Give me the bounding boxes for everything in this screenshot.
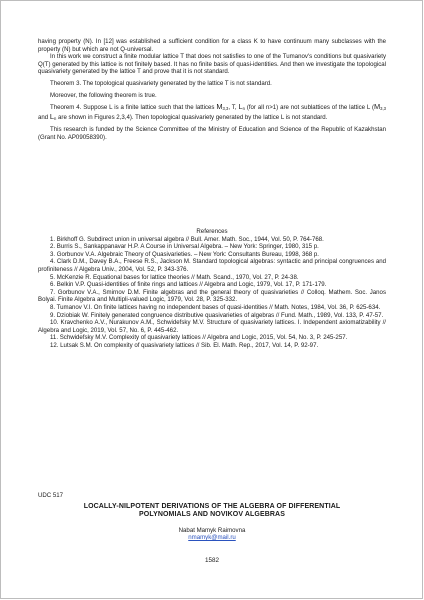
theorem-3: Theorem 3. The topological quasivariety generated by the lattice T is not standard. — [50, 79, 272, 87]
page-number: 1582 — [204, 557, 219, 564]
references-heading: References — [196, 228, 228, 235]
reference-item: 3. Gorbunov V.A. Algebraic Theory of Quasivarieties. – New York: Consultants Bureau, 1998, 368 p. — [50, 250, 319, 258]
intro-paragraph-2: In this work we construct a finite modular lattice T that does not satisfies to one of the Tumanov's conditions but quasivariety Q(T) generated by this lattice is not finitely based. It has no finite basis of quasi-identities. And then we investigate the topological quasivariety generated by the lattice T and prove that it is not standard. — [38, 53, 386, 76]
article-title-line-2: POLYNOMIALS AND NOVIKOV ALGEBRAS — [139, 511, 285, 519]
udc-code: UDC 517 — [38, 492, 64, 499]
reference-item: 7. Gorbunov V.A., Smirnov D.M. Finite algebras and the general theory of quasivarieties // Colloq. Mathem. Soc. Janos Bolyai. Finite Algebra and Multipli-valued Logic, 1979, Vol. 28, P. 325-332. — [38, 288, 386, 304]
reference-item: 6. Belkin V.P. Quasi-identities of finite rings and lattices // Algebra and Logic, 1979, Vol. 17, P. 171-179. — [50, 281, 327, 289]
reference-item: 10. Kravchenko A.V., Nurakunov A.M., Schwidefsky M.V. Structure of quasivariety lattices. I. Independent axiomatizability // Algebra and Logic, 2019, Vol. 57, No. 6, P. 445-462. — [38, 319, 386, 334]
reference-item: 4. Clark D.M., Davey B.A., Freese R.S., Jackson M. Standard topological algebras: syntactic and principal congruences and profiniteness // Algebra Univ., 2004, Vol. 52, P. 343-376. — [38, 258, 386, 273]
article-title — [38, 503, 386, 520]
moreover-sentence: Moreover, the following theorem is true. — [50, 91, 157, 99]
theorem-4: Theorem 4. Suppose L is a finite lattice such that the lattices $M_{3,3}$, T, $L_n$ (for all n>1) are not sublattices of the lattice L ($M_{3,3}$ and $L_n$ are shown in Figures 2,3,4). Then topological quasivariety generated by the lattice L is not standard. — [38, 102, 386, 121]
reference-item: 1. Birkhoff G. Subdirect union in universal algebra // Bull. Amer. Math. Soc., 1944, Vol. 50, P. 764-768. — [50, 235, 324, 243]
article-title-line-1: LOCALLY-NILPOTENT DERIVATIONS OF THE ALGEBRA OF DIFFERENTIAL — [83, 502, 341, 510]
body-text — [38, 38, 386, 142]
reference-item: 9. Dziobiak W. Finitely generated congruence distributive quasivarieties of algebras // Fund. Math., 1989, Vol. 133, P. 47-57. — [50, 311, 384, 319]
author-email-link[interactable]: nmamyk@mail.ru — [188, 534, 236, 542]
reference-item: 11. Schwidefsky M.V. Complexity of quasivariety lattices // Algebra and Logic, 2015, Vol. 54, No. 3, P. 245-257. — [50, 334, 348, 342]
next-article-header — [38, 492, 386, 542]
references-section — [38, 228, 386, 350]
reference-item: 2. Burris S., Sankappanavar H.P. A Course in Universal Algebra. – New York: Springer, 1980, 315 p. — [50, 243, 319, 251]
reference-item: 12. Lutsak S.M. On complexity of quasivariety lattices // Sib. El. Math. Rep., 2017, Vol. 14, P. 92-97. — [50, 341, 319, 349]
intro-paragraph-1: having property (N). In [12] was established a sufficient condition for a class K to have continuum many subclasses with the property (N) but which are not Q-universal. — [38, 38, 386, 53]
author-name: Nabat Mamyk Raimovna — [178, 526, 246, 534]
reference-item: 8. Tumanov V.I. On finite lattices having no independent bases of quasi-identities // Math. Notes, 1984, Vol. 36, P. 625-634. — [50, 303, 381, 311]
funding-note: This research is funded by the Science Committee of the Ministry of Education and Science of the Republic of Kazakhstan (Grant No. AP09058390). — [38, 126, 386, 141]
reference-item: 5. McKenzie R. Equational bases for lattice theories // Math. Scand., 1970, Vol. 27, P. 24-38. — [50, 273, 299, 281]
